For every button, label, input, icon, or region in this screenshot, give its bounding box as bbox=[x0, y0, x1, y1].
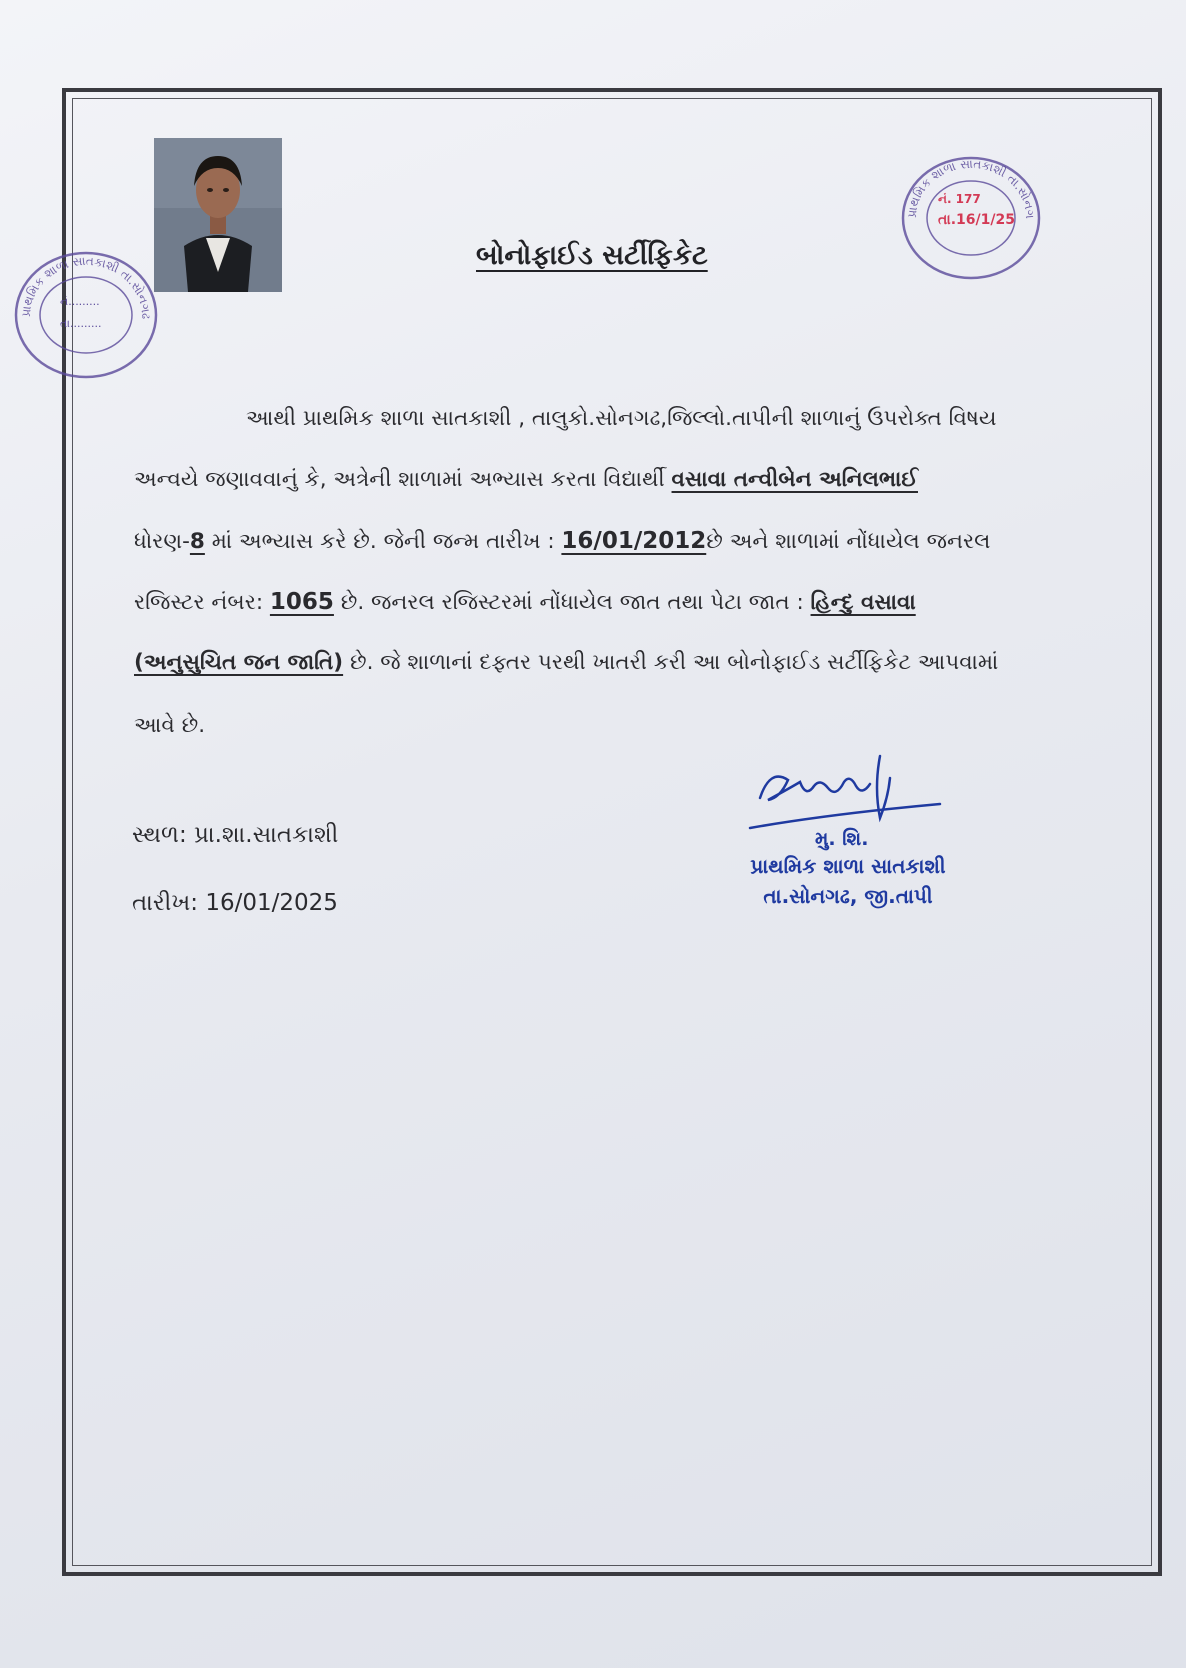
stamp-left-date: તા......... bbox=[60, 317, 102, 330]
stamp-left-text: પ્રાથમિક શાળા સાતકાશી તા.સોનગઢ bbox=[18, 253, 154, 320]
stamp-right-date: તા.16/1/25 bbox=[938, 212, 1015, 228]
certificate-title: બોનોફાઈડ સર્ટીફિકેટ bbox=[476, 240, 708, 271]
register-number: 1065 bbox=[269, 589, 334, 615]
signatory-school: પ્રાથમિક શાળા સાતકાશી bbox=[750, 854, 946, 878]
line-6-text: આવે છે. bbox=[134, 713, 206, 738]
stamp-left-number: નં......... bbox=[60, 295, 100, 308]
svg-text:પ્રાથમિક શાળા સાતકાશી તા.સોનગઢ bbox=[896, 150, 1037, 219]
body-line-1 bbox=[246, 404, 1176, 434]
line-4-text-a: રજિસ્ટર નંબર: bbox=[134, 590, 270, 615]
standard-value: 8 bbox=[189, 529, 205, 554]
line-3-text-a: ધોરણ- bbox=[134, 529, 190, 554]
line-3-text-c: છે અને શાળામાં નોંધાયેલ જનરલ bbox=[706, 529, 991, 554]
caste-value: હિન્દુ વસાવા bbox=[810, 590, 916, 615]
date-of-birth: 16/01/2012 bbox=[561, 528, 707, 554]
signatory-designation: મુ. શિ. bbox=[815, 828, 869, 850]
signature-block bbox=[700, 748, 990, 918]
body-line-2 bbox=[134, 465, 1064, 495]
signatory-address: તા.સોનગઢ, જી.તાપી bbox=[763, 884, 933, 908]
body-line-6 bbox=[134, 711, 1064, 741]
stamp-right-number: નં. 177 bbox=[938, 192, 981, 206]
line-2-text: અન્વયે જણાવવાનું કે, અત્રેની શાળામાં અભ્યાસ કરતા વિદ્યાર્થી bbox=[134, 467, 672, 492]
handwritten-signature bbox=[740, 748, 950, 838]
issue-date: તારીખ: 16/01/2025 bbox=[132, 890, 338, 916]
school-stamp-right bbox=[896, 150, 1046, 286]
body-line-4 bbox=[134, 587, 1064, 618]
body-line-5 bbox=[134, 648, 1064, 678]
category-value: (અનુસુચિત જન જાતિ) bbox=[134, 650, 344, 675]
line-5-text: છે. જે શાળાનાં દફ્તર પરથી ખાતરી કરી આ બોનોફાઈડ સર્ટીફિકેટ આપવામાં bbox=[343, 650, 999, 675]
student-photo bbox=[154, 138, 282, 292]
school-stamp-left bbox=[8, 245, 164, 385]
line-3-text-b: માં અભ્યાસ કરે છે. જેની જન્મ તારીખ : bbox=[204, 529, 562, 554]
line-1-text: આથી પ્રાથમિક શાળા સાતકાશી , તાલુકો.સોનગઢ,જિલ્લો.તાપીની શાળાનું ઉપરોક્ત વિષય bbox=[246, 406, 997, 431]
student-name: વસાવા તન્વીબેન અનિલભાઈ bbox=[671, 467, 918, 492]
stamp-right-text: પ્રાથમિક શાળા સાતકાશી તા.સોનગ bbox=[904, 156, 1038, 220]
line-4-text-b: છે. જનરલ રજિસ્ટરમાં નોંધાયેલ જાત તથા પેટા જાત : bbox=[333, 590, 811, 615]
place-label: સ્થળ: પ્રા.શા.સાતકાશી bbox=[132, 822, 339, 848]
body-line-3 bbox=[134, 526, 1064, 557]
